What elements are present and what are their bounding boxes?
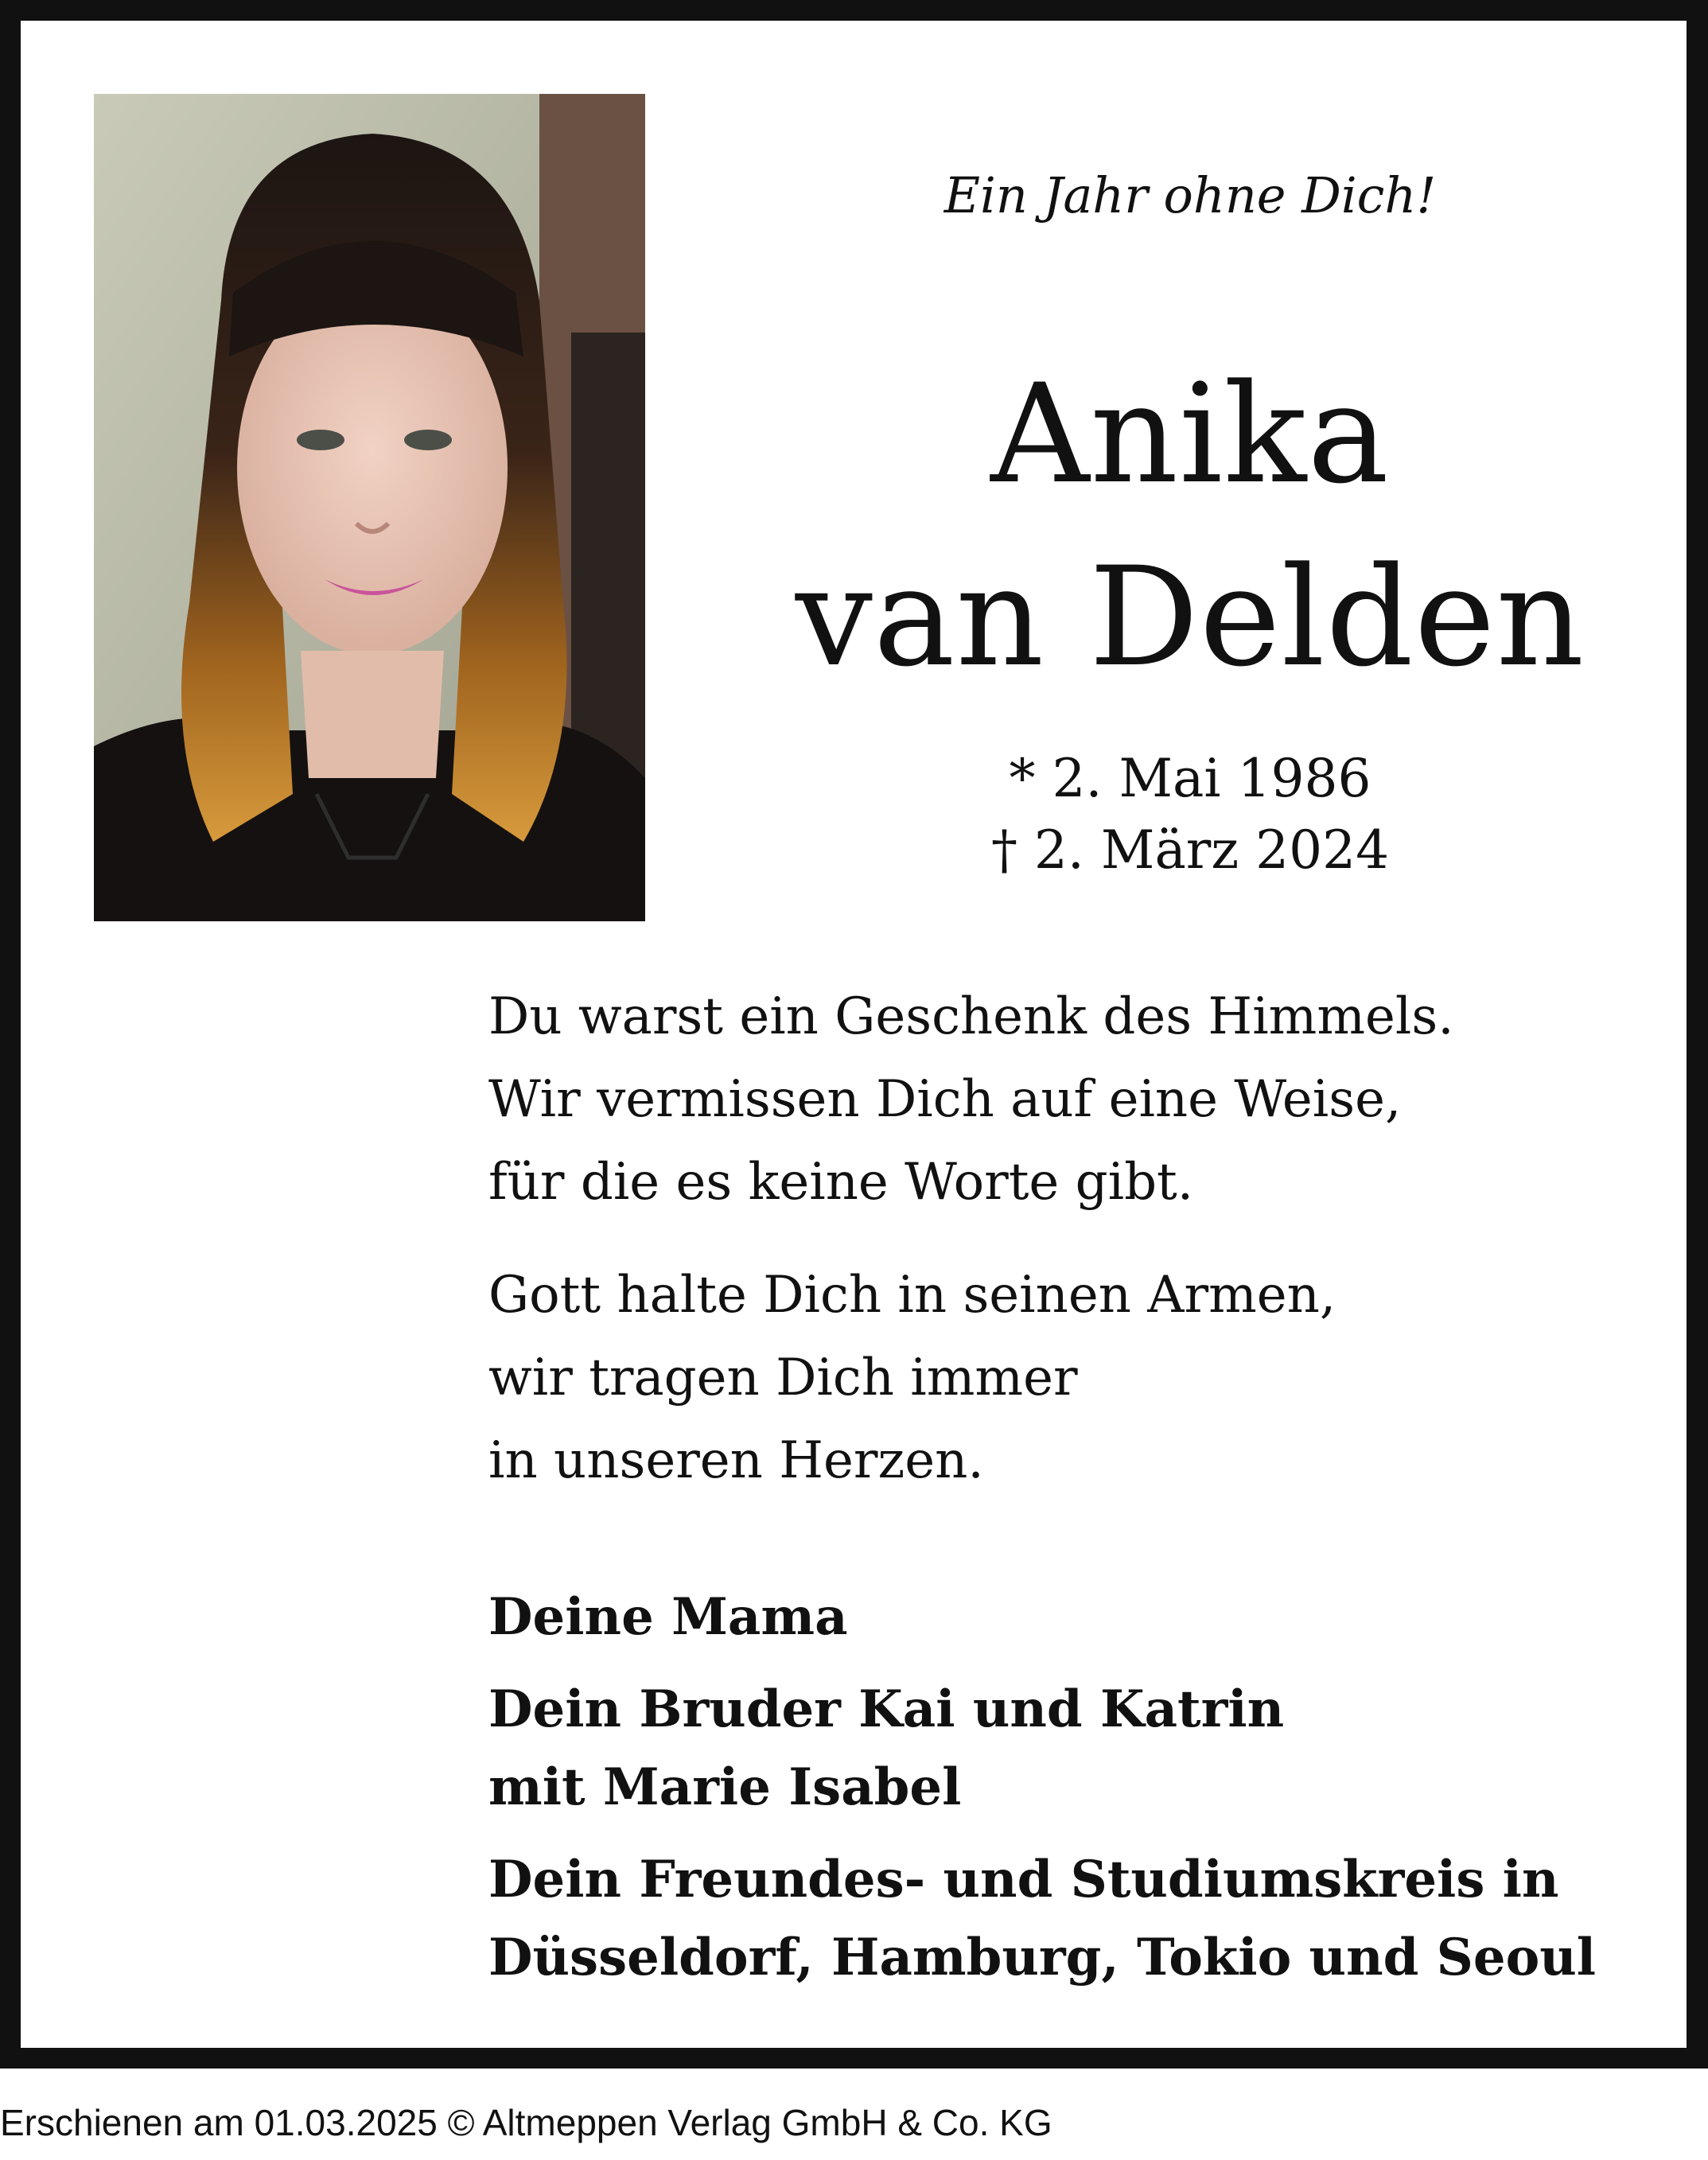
verse-line: Du warst ein Geschenk des Himmels. — [488, 987, 1454, 1046]
subtitle: Ein Jahr ohne Dich! — [943, 166, 1437, 224]
verse-stanza-2 — [488, 1254, 1336, 1502]
obituary-card — [21, 21, 1687, 2048]
mourner-line: Deine Mama — [488, 1587, 848, 1647]
death-date: † 2. März 2024 — [990, 819, 1390, 881]
publication-footer: Erschienen am 01.03.2025 © Altmeppen Verlag GmbH & Co. KG — [0, 2102, 1052, 2143]
portrait-photo — [94, 94, 645, 921]
mourner-line: Dein Freundes- und Studiumskreis in — [488, 1850, 1559, 1909]
mourner-line: Düsseldorf, Hamburg, Tokio und Seoul — [488, 1928, 1597, 1987]
verse-line: in unseren Herzen. — [488, 1431, 984, 1490]
birth-date: * 2. Mai 1986 — [1009, 748, 1371, 809]
mourner-line: mit Marie Isabel — [488, 1757, 962, 1817]
portrait-image — [94, 94, 645, 921]
mourners-list — [488, 1578, 1596, 1997]
first-name: Anika — [990, 354, 1390, 514]
verse-line: Wir vermissen Dich auf eine Weise, — [488, 1070, 1402, 1129]
mourner-line: Dein Bruder Kai und Katrin — [488, 1679, 1285, 1739]
verse-line: wir tragen Dich immer — [488, 1349, 1078, 1407]
last-name: van Delden — [795, 537, 1585, 697]
verse-line: Gott halte Dich in seinen Armen, — [488, 1266, 1336, 1325]
verse-line: für die es keine Worte gibt. — [488, 1153, 1194, 1212]
verse-stanza-1 — [488, 975, 1454, 1224]
